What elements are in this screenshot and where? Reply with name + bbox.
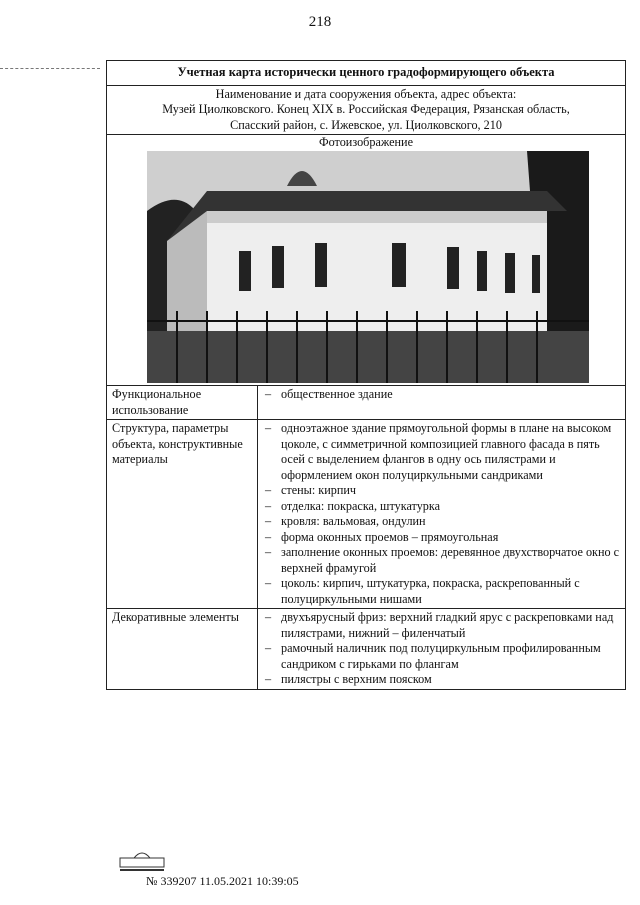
scan-artifact xyxy=(0,68,100,69)
info-line-2: Спасский район, с. Ижевское, ул. Циолковского, 210 xyxy=(230,117,502,132)
registry-logo xyxy=(118,848,166,874)
row-label: Функциональное использование xyxy=(107,386,258,420)
row-function xyxy=(107,386,626,420)
object-info xyxy=(107,85,626,135)
row-label: Структура, параметры объекта, конструктивные материалы xyxy=(107,420,258,609)
row-decor xyxy=(107,609,626,690)
list-item: – рамочный наличник под полуциркульным профилированным сандриком с гирьками по флангам xyxy=(263,641,620,672)
list-item: – форма оконных проемов – прямоугольная xyxy=(263,530,620,546)
row-structure xyxy=(107,420,626,609)
list-item: – отделка: покраска, штукатурка xyxy=(263,499,620,515)
list-item: – пилястры с верхним пояском xyxy=(263,672,620,688)
accounting-card-table xyxy=(106,60,626,690)
list-item: – двухъярусный фриз: верхний гладкий ярус с раскреповками над пилястрами, нижний – филенчатый xyxy=(263,610,620,641)
card-title: Учетная карта исторически ценного градоформирующего объекта xyxy=(107,61,626,86)
row-label: Декоративные элементы xyxy=(107,609,258,690)
building-photo xyxy=(147,151,589,383)
info-label: Наименование и дата сооружения объекта, адрес объекта: xyxy=(215,86,517,101)
list-item: – общественное здание xyxy=(263,387,620,403)
list-item: – стены: кирпич xyxy=(263,483,620,499)
page-number: 218 xyxy=(308,14,332,30)
photo-cell xyxy=(107,135,626,386)
list-item: – заполнение оконных проемов: деревянное двухстворчатое окно с верхней фрамугой xyxy=(263,545,620,576)
document-stamp: № 339207 11.05.2021 10:39:05 xyxy=(146,874,299,888)
list-item: – одноэтажное здание прямоугольной формы в плане на высоком цоколе, с симметричной композицией главного фасада в пять осей с выделением флангов в одну ось пилястрами и оформлением окон полуциркульными сандриками xyxy=(263,421,620,483)
photo-label: Фотоизображение xyxy=(318,135,413,149)
list-item: – цоколь: кирпич, штукатурка, покраска, раскрепованный с полуциркульными нишами xyxy=(263,576,620,607)
info-line-1: Музей Циолковского. Конец XIX в. Российская Федерация, Рязанская область, xyxy=(162,102,570,116)
list-item: – кровля: вальмовая, ондулин xyxy=(263,514,620,530)
